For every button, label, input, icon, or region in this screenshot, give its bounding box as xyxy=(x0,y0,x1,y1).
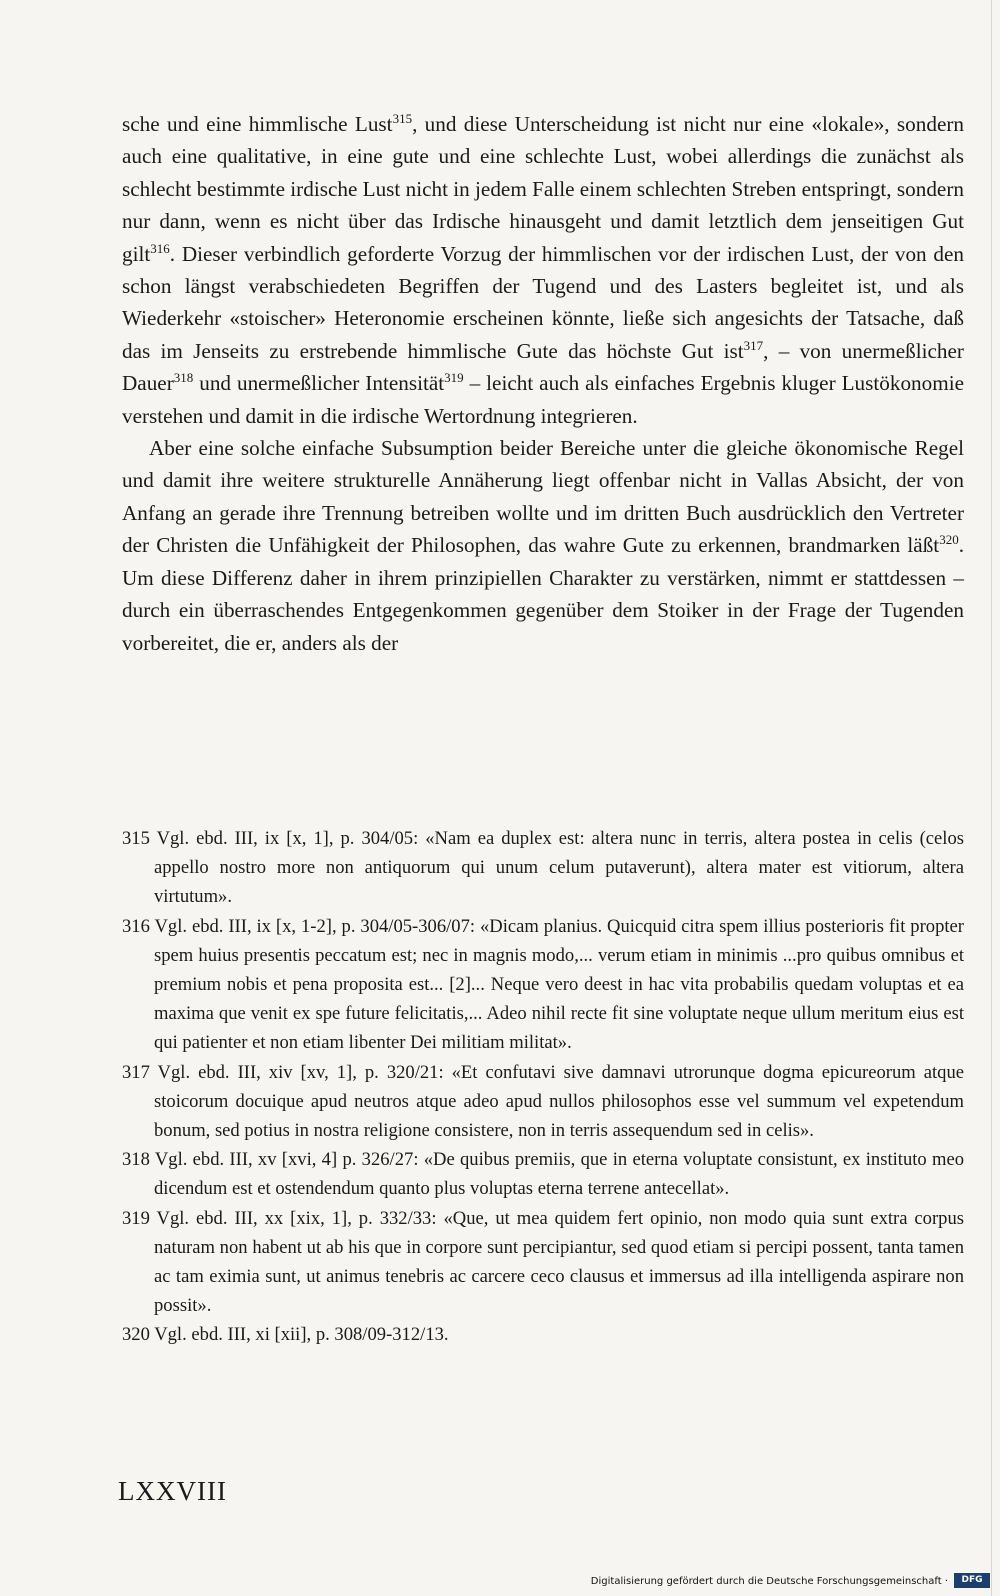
footnote-number: 319 xyxy=(122,1207,150,1229)
text-run: , – von unermeßlicher Dauer xyxy=(122,338,964,396)
footnote-text: Vgl. ebd. III, xx [xix, 1], p. 332/33: «Que, ut mea quidem fert opinio, non modo quia sunt extra corpus naturam non habent ut ab his que in corpore sunt percipiantur, sed quod etiam si percipi possent, tanta tamen ac tam eximia sunt, ut animus tenebris ac carcere ceco clausus et immersus ad illa intelligenda aspirare non possit». xyxy=(154,1207,964,1317)
text-run: , und diese Unterscheidung ist nicht nur eine «lokale», sondern auch eine qualitative, in eine gute und eine schlechte Lust, wobei allerdings die zunächst als schlecht bestimmte irdische Lust nicht in jedem Falle einem schlechten Streben entspringt, sondern nur dann, wenn es nicht über das Irdische hinausgeht und damit letztlich dem jenseitigen Gut gilt xyxy=(122,112,965,266)
footnote-text: Vgl. ebd. III, xiv [xv, 1], p. 320/21: «Et confutavi sive damnavi utrorunque dogma epicureorum atque stoicorum docuique apud neutros atque adeo apud nullos philosophos esse vel summum vel expetendum bonum, sed potius in nostra religione consistere, non in terris assequendum sed in celis». xyxy=(154,1061,964,1142)
footnote-text: Vgl. ebd. III, xv [xvi, 4] p. 326/27: «De quibus premiis, que in eterna voluptate consistunt, ex instituto meo dicendum est et ostendendum quanto plus voluptas eterna terrene antecellat». xyxy=(154,1149,965,1200)
text-run: sche und eine himmlische Lust xyxy=(122,112,393,136)
footnotes xyxy=(122,824,964,1350)
footnote xyxy=(122,912,964,1058)
footnote xyxy=(122,1058,964,1146)
footnote-text: Vgl. ebd. III, ix [x, 1-2], p. 304/05-306/07: «Dicam planius. Quicquid citra spem illius posterioris fit propter spem huius presentis peccatum est; nec in magnis modo,... verum etiam in minimis ...pro quibus omnibus et premium nobis et pena proposita est... [2]... Neque vero deest in hac vita probabilis quedam voluptas et ea maxima que venit ex spe future felicitatis,... Adeo nihil recte fit sine voluptate neque ullum meritum eius est qui patienter et non etiam libenter Dei militiam militat». xyxy=(154,915,964,1054)
footnote-ref: 315 xyxy=(392,110,413,126)
page-edge xyxy=(991,0,992,1596)
paragraph-2 xyxy=(122,432,964,659)
footnote-ref: 318 xyxy=(173,370,194,386)
footnote-ref: 319 xyxy=(444,370,464,386)
paragraph-1 xyxy=(122,108,964,432)
text-run: – leicht auch als einfaches Ergebnis kluger Lustökonomie verstehen und damit in die irdische Wertordnung integrieren. xyxy=(122,371,964,428)
footnote-number: 316 xyxy=(122,915,150,937)
footnote-number: 318 xyxy=(122,1149,150,1171)
footnote-number: 315 xyxy=(122,828,150,849)
footnote-ref: 317 xyxy=(743,337,764,353)
footnote xyxy=(122,1320,964,1349)
text-run: . Um diese Differenz daher in ihrem prinzipiellen Charakter zu verstärken, nimmt er stattdessen – durch ein überraschendes Entgegenkommen gegenüber dem Stoiker in der Frage der Tugenden vorbereitet, die er, anders als der xyxy=(122,533,964,655)
text-run: Aber eine solche einfache Subsumption beider Bereiche unter die gleiche ökonomische Regel und damit ihre weitere strukturelle Annäherung liegt offenbar nicht in Vallas Absicht, der von Anfang an gerade ihre Trennung betreiben wollte und im dritten Buch ausdrücklich den Vertreter der Christen die Unfähigkeit der Philosophen, das wahre Gute zu erkennen, brandmarken läßt xyxy=(122,436,964,558)
footnote-ref: 320 xyxy=(939,532,959,548)
text-run: . Dieser verbindlich geforderte Vorzug der himmlischen vor der irdischen Lust, der von den schon längst verabschiedeten Begriffen der Tugend und des Lasters begleitet ist, und als Wiederkehr «stoischer» Heteronomie erscheinen könnte, ließe sich angesichts der Tatsache, daß das im Jenseits zu erstrebende himmlische Gute das höchste Gut ist xyxy=(122,241,964,363)
digitization-credit: Digitalisierung gefördert durch die Deutsche Forschungsgemeinschaft · xyxy=(590,1576,948,1587)
page-number: LXXVIII xyxy=(118,1476,227,1506)
footnote xyxy=(122,824,964,912)
footnote xyxy=(122,1145,964,1203)
dfg-logo: DFG xyxy=(954,1573,990,1588)
footnote-number: 320 xyxy=(122,1324,150,1346)
footnote-text: Vgl. ebd. III, ix [x, 1], p. 304/05: «Nam ea duplex est: altera nunc in terris, altera postea in celis (celos appello nostro more non antiquorum qui unum celum putaverunt), altera mater est vitiorum, altera virtutum». xyxy=(154,828,965,908)
footnote-ref: 316 xyxy=(150,240,170,256)
text-run: und unermeßlicher Intensität xyxy=(193,371,445,396)
footnote-text: Vgl. ebd. III, xi [xii], p. 308/09-312/13. xyxy=(154,1324,449,1346)
main-text xyxy=(122,108,964,659)
footnote-number: 317 xyxy=(122,1061,150,1083)
footnote xyxy=(122,1204,964,1321)
